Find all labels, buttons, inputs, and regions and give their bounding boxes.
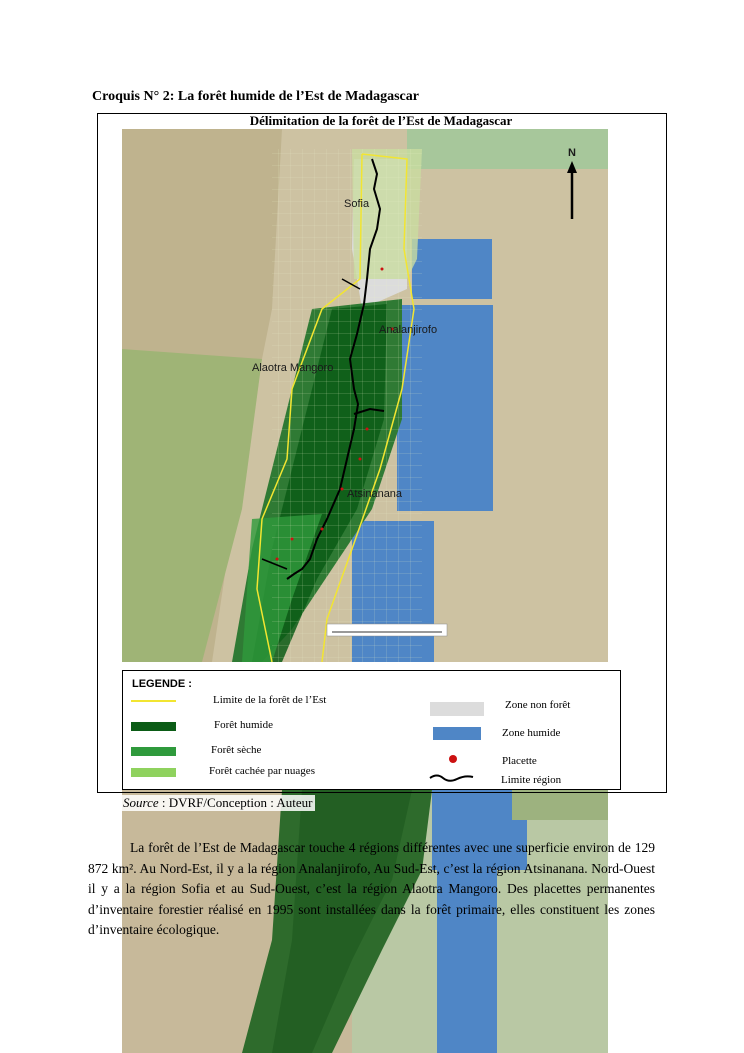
map-title: Délimitation de la forêt de l’Est de Madagascar <box>249 113 513 128</box>
legend-swatch-zone-non-foret <box>430 702 484 716</box>
legend-swatch-limite-region <box>429 773 475 785</box>
legend-label-placette: Placette <box>502 755 537 767</box>
legend-label-foret-seche: Forêt sèche <box>211 744 262 756</box>
legend-swatch-placette <box>449 755 457 763</box>
legend-swatch-foret-nuages <box>131 768 176 777</box>
source-note <box>120 795 315 811</box>
north-arrow-label: N <box>568 147 576 159</box>
legend-label-forest-limit: Limite de la forêt de l’Est <box>213 694 327 706</box>
source-label: Source <box>123 795 159 810</box>
legend-swatch-foret-humide <box>131 722 176 731</box>
body-paragraph: La forêt de l’Est de Madagascar touche 4 régions différentes avec une superficie environ de 129 872 km². Au Nord-Est, il y a la région Analanjirofo, Au Sud-Est, c’est la région Atsinanana. Nord-Ouest il y a la région Sofia et au Sud-Ouest, c’est la région Alaotra Mangoro. Des placettes permanentes d’inventaire forestier réalisé en 1995 sont installées dans la forêt primaire, elles constituent les zones d’inventaire écologique. <box>88 840 655 937</box>
legend-title: LEGENDE : <box>132 678 192 690</box>
legend-label-foret-humide: Forêt humide <box>214 719 273 731</box>
region-label-sofia: Sofia <box>344 198 370 210</box>
legend-label-limite-region: Limite région <box>501 774 562 786</box>
legend-label-zone-non-foret: Zone non forêt <box>505 699 571 711</box>
region-label-atsinanana: Atsinanana <box>347 488 403 500</box>
region-label-analanjirofo: Analanjirofo <box>379 324 438 336</box>
legend-swatch-zone-humide <box>433 727 481 740</box>
source-text: : DVRF/Conception : Auteur <box>158 795 313 810</box>
region-label-alaotra-mangoro: Alaotra Mangoro <box>252 362 334 374</box>
legend-swatch-foret-seche <box>131 747 176 756</box>
legend-label-zone-humide: Zone humide <box>502 727 561 739</box>
legend-label-foret-nuages: Forêt cachée par nuages <box>209 765 315 777</box>
legend-swatch-forest-limit <box>131 700 176 702</box>
map-legend <box>122 670 621 790</box>
figure-caption: Croquis N° 2: La forêt humide de l’Est de Madagascar <box>92 89 419 104</box>
